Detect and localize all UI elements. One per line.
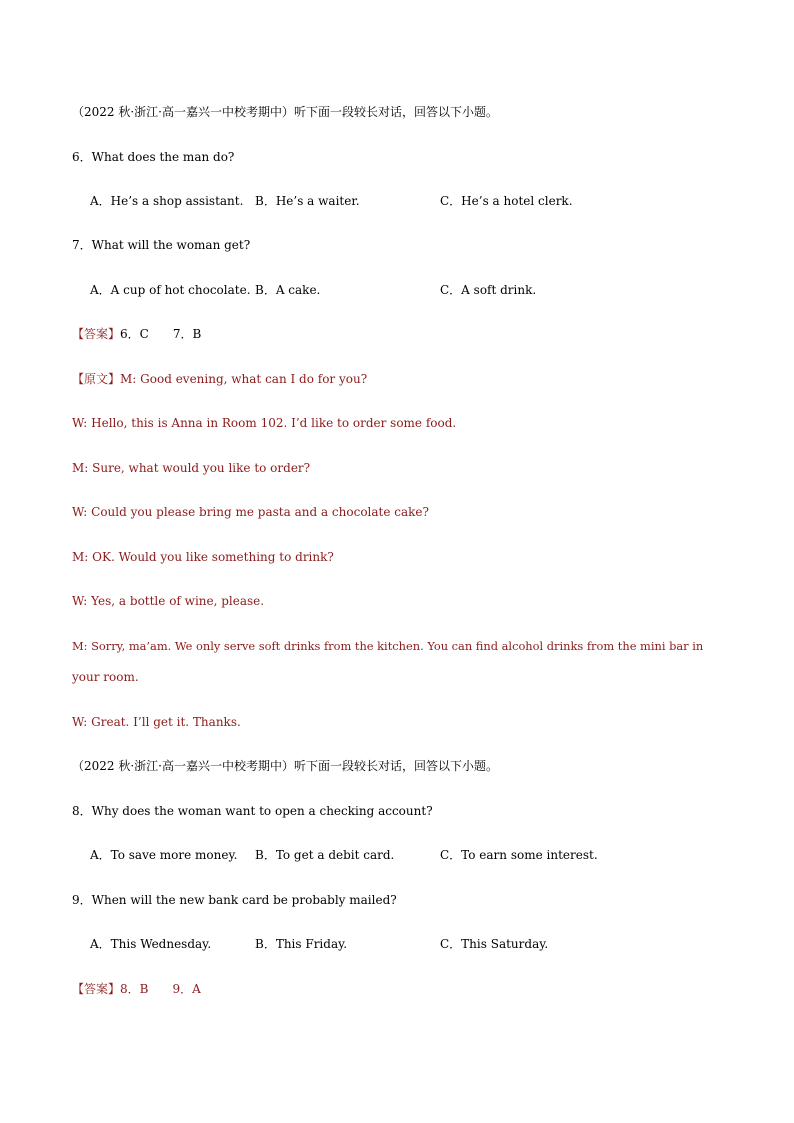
transcript-line: W: Yes, a bottle of wine, please. bbox=[72, 594, 265, 608]
question-7: 7．What will the woman get? bbox=[72, 238, 251, 252]
transcript-line: M: Sorry, ma’am. We only serve soft drinks from the kitchen. You can find alcohol drinks from the mini bar in bbox=[72, 639, 704, 653]
q9-option-a: A．This Wednesday. bbox=[90, 937, 212, 951]
q6-option-c: C．He’s a hotel clerk. bbox=[440, 194, 573, 208]
question-9: 9．When will the new bank card be probably mailed? bbox=[72, 893, 397, 907]
transcript-line: W: Great. I’ll get it. Thanks. bbox=[72, 715, 241, 729]
q9-option-c: C．This Saturday. bbox=[440, 937, 549, 951]
transcript-line: W: Could you please bring me pasta and a chocolate cake? bbox=[72, 505, 429, 519]
q6-option-a: A．He’s a shop assistant. bbox=[90, 194, 244, 208]
section-header: （2022 秋·浙江·高一嘉兴一中校考期中）听下面一段较长对话，回答以下小题。 bbox=[72, 759, 498, 773]
section-header: （2022 秋·浙江·高一嘉兴一中校考期中）听下面一段较长对话，回答以下小题。 bbox=[72, 105, 498, 119]
question-8: 8．Why does the woman want to open a checking account? bbox=[72, 804, 433, 818]
answer-line bbox=[72, 326, 201, 342]
answer-line bbox=[72, 981, 201, 997]
transcript-line: W: Hello, this is Anna in Room 102. I’d like to order some food. bbox=[72, 416, 457, 430]
transcript-text: M: Good evening, what can I do for you? bbox=[120, 372, 368, 386]
q7-option-a: A．A cup of hot chocolate. bbox=[90, 283, 251, 297]
answer-text: 6．C 7．B bbox=[120, 327, 202, 341]
transcript-line: your room. bbox=[72, 670, 139, 684]
q6-option-b: B．He’s a waiter. bbox=[255, 194, 360, 208]
q7-option-c: C．A soft drink. bbox=[440, 283, 537, 297]
q8-option-c: C．To earn some interest. bbox=[440, 848, 598, 862]
answer-label: 【答案】 bbox=[72, 982, 121, 996]
transcript-line: M: OK. Would you like something to drink? bbox=[72, 550, 334, 564]
q8-option-a: A．To save more money. bbox=[90, 848, 238, 862]
question-6: 6．What does the man do? bbox=[72, 150, 235, 164]
transcript-line bbox=[72, 371, 367, 387]
q9-option-b: B．This Friday. bbox=[255, 937, 348, 951]
q8-option-b: B．To get a debit card. bbox=[255, 848, 395, 862]
transcript-line: M: Sure, what would you like to order? bbox=[72, 461, 311, 475]
q7-option-b: B．A cake. bbox=[255, 283, 321, 297]
answer-text: 8．B 9．A bbox=[120, 982, 201, 996]
transcript-label: 【原文】 bbox=[72, 372, 121, 386]
answer-label: 【答案】 bbox=[72, 327, 121, 341]
